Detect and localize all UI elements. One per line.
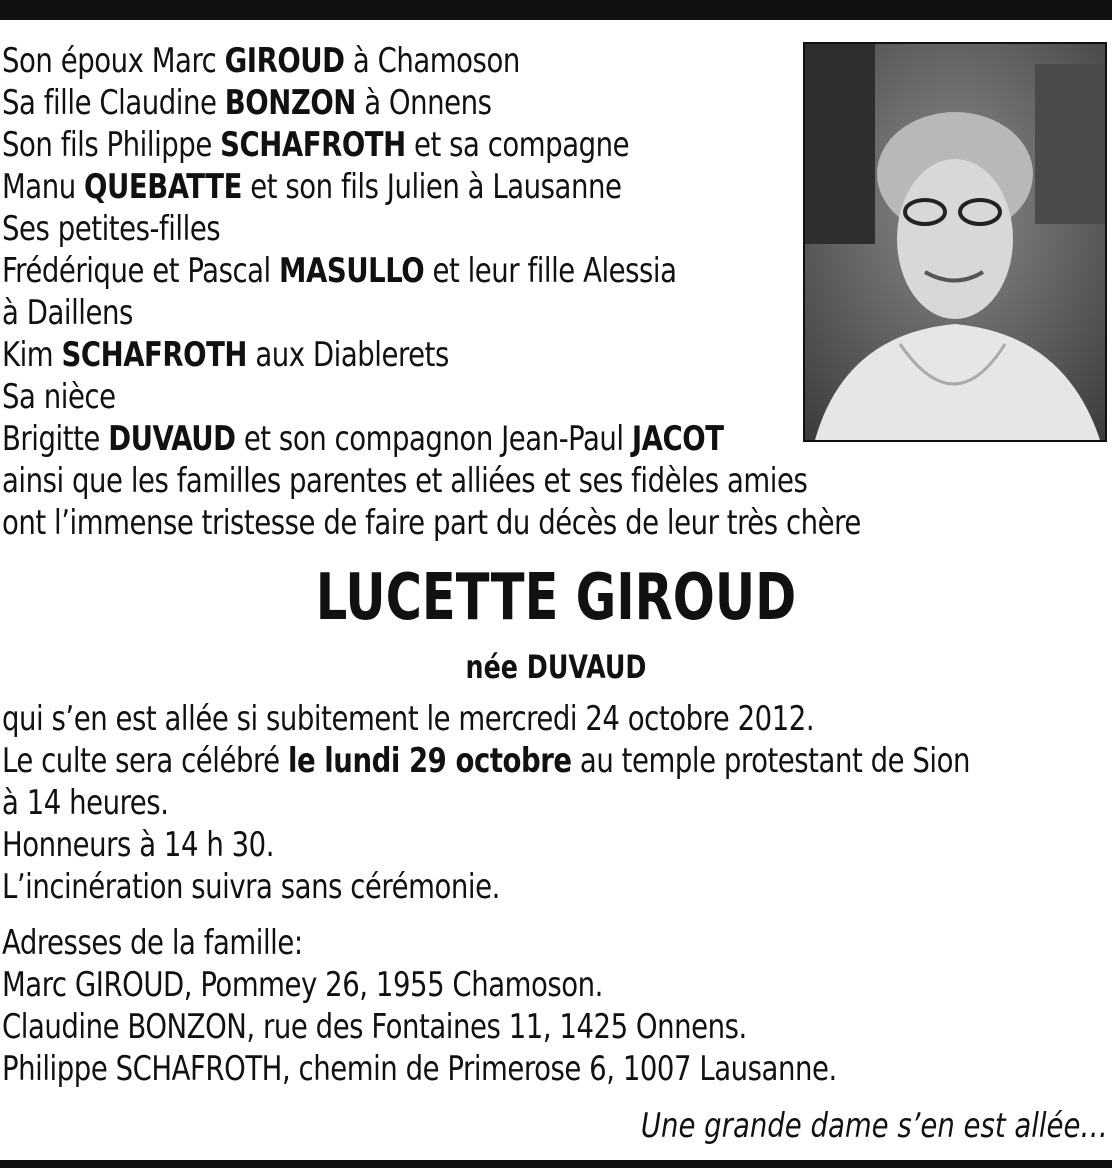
ceremony-line — [2, 824, 1001, 866]
family-line — [2, 208, 1001, 250]
surname: JACOT — [631, 419, 724, 459]
bottom-rule — [0, 1160, 1112, 1168]
text: Ses petites-filles — [2, 209, 221, 249]
ceremony-line — [2, 698, 1001, 740]
surname: SCHAFROTH — [220, 125, 406, 165]
text: Son fils Philippe — [2, 125, 221, 165]
family-line — [2, 460, 1001, 502]
closing-phrase: Une grande dame s’en est allée… — [640, 1106, 1108, 1146]
text: et son compagnon Jean-Paul — [235, 419, 632, 459]
surname: MASULLO — [279, 251, 425, 291]
family-line — [2, 292, 1001, 334]
text: ainsi que les familles parentes et alliées et ses fidèles amies — [2, 461, 808, 501]
ceremony-line — [2, 866, 1001, 908]
ceremony-details — [2, 698, 1112, 908]
address-line: Claudine BONZON, rue des Fontaines 11, 1425 Onnens. — [2, 1007, 747, 1047]
text: Kim — [2, 335, 62, 375]
deceased-name: LUCETTE GIROUD — [315, 561, 797, 635]
text: Sa fille Claudine — [2, 83, 225, 123]
text: à Daillens — [2, 293, 133, 333]
family-line — [2, 376, 1001, 418]
surname: GIROUD — [224, 41, 345, 81]
text: Honneurs à 14 h 30. — [2, 825, 275, 865]
text: ont l’immense tristesse de faire part du décès de leur très chère — [2, 503, 861, 543]
text: et son fils Julien à Lausanne — [241, 167, 622, 207]
text: Le culte sera célébré — [2, 741, 288, 781]
family-line — [2, 124, 1001, 166]
maiden-name: née DUVAUD — [465, 648, 647, 686]
text: qui s’en est allée si subitement le mercredi 24 octobre 2012. — [2, 699, 815, 739]
surname: QUEBATTE — [84, 167, 242, 207]
text: Sa nièce — [2, 377, 116, 417]
family-line — [2, 502, 1001, 544]
family-line — [2, 166, 1001, 208]
text: à Chamoson — [344, 41, 520, 81]
ceremony-line — [2, 782, 1001, 824]
text: aux Diablerets — [247, 335, 449, 375]
family-line — [2, 250, 1001, 292]
ceremony-date: le lundi 29 octobre — [287, 741, 572, 781]
address-line: Philippe SCHAFROTH, chemin de Primerose 6, 1007 Lausanne. — [2, 1049, 837, 1089]
addresses-heading: Adresses de la famille: — [2, 923, 303, 963]
surname: BONZON — [224, 83, 356, 123]
family-list — [2, 40, 1112, 544]
text: L’incinération suivra sans cérémonie. — [2, 867, 500, 907]
text: au temple protestant de Sion — [571, 741, 971, 781]
family-line — [2, 40, 1001, 82]
surname: SCHAFROTH — [61, 335, 248, 375]
top-rule — [0, 0, 1112, 20]
family-line — [2, 418, 1001, 460]
family-line — [2, 82, 1001, 124]
text: Frédérique et Pascal — [2, 251, 280, 291]
text: à 14 heures. — [2, 783, 169, 823]
surname: DUVAUD — [108, 419, 236, 459]
text: Brigitte — [2, 419, 109, 459]
ceremony-line — [2, 740, 1001, 782]
family-line — [2, 334, 1001, 376]
text: et sa compagne — [405, 125, 630, 165]
text: et leur fille Alessia — [424, 251, 677, 291]
family-addresses — [2, 922, 1112, 1090]
text: Son époux Marc — [2, 41, 225, 81]
text: Manu — [2, 167, 85, 207]
text: à Onnens — [355, 83, 492, 123]
address-line: Marc GIROUD, Pommey 26, 1955 Chamoson. — [2, 965, 603, 1005]
